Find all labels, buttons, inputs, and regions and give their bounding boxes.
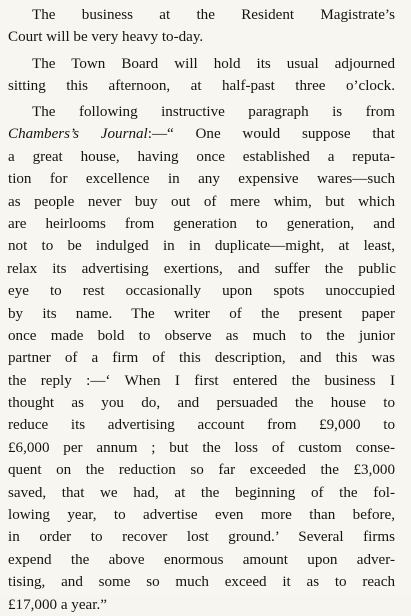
text-line: £17,000 a year.” [8,596,107,613]
text-line: lowing year, to advertise even more than before, [8,507,395,524]
text-line-source [0,123,411,145]
text-line: quent on the reduction so far exceeded the £3,000 [8,462,395,479]
text-line: once made bold to observe as much to the junior [8,327,395,344]
paragraph-chambers-journal [0,101,411,616]
text-line: expend the above enormous amount upon adver- [8,551,395,568]
text-line: as people never buy out of mere whim, but which [8,193,395,210]
text-line: are heirlooms from generation to generation, and [8,215,395,232]
text-line: partner of a firm of this description, and this was [8,350,395,367]
text-line: The business at the Resident Magistrate’s [32,7,395,23]
paragraph-town-board [0,53,411,98]
text-line: eye to rest occasionally upon spots unoccupied [8,283,395,300]
text-line: by its name. The writer of the present paper [8,305,395,322]
text-line: reduce its advertising account from £9,000 to [8,417,395,434]
quote-opening: :—“ One would suppose that [147,126,395,143]
text-line: tion for excellence in any expensive wares—such [8,171,395,188]
text-line: sitting this afternoon, at half-past three o’clock. [8,78,395,95]
text-line: a great house, having once established a reputa- [8,148,395,165]
text-line: relax its advertising exertions, and suffer the public [7,260,396,277]
text-line: in order to recover lost ground.’ Several firms [8,529,395,546]
text-line: the reply :—‘ When I first entered the business I [8,372,395,389]
text-line: £6,000 per annum ; but the loss of custom conse- [8,439,395,456]
text-line: saved, that we had, at the beginning of the fol- [8,484,395,501]
text-line: The following instructive paragraph is from [32,104,395,120]
paragraph-magistrates-court [0,4,411,49]
text-line: The Town Board will hold its usual adjourned [32,56,395,72]
text-line: Court will be very heavy to-day. [8,29,204,46]
journal-title: Chambers’s Journal [8,126,148,143]
text-line: not to be indulged in in duplicate—might, at least, [8,238,395,255]
text-line: thought as you do, and persuaded the house to [8,395,395,412]
text-line: tising, and some so much exceed it as to reach [8,574,395,591]
